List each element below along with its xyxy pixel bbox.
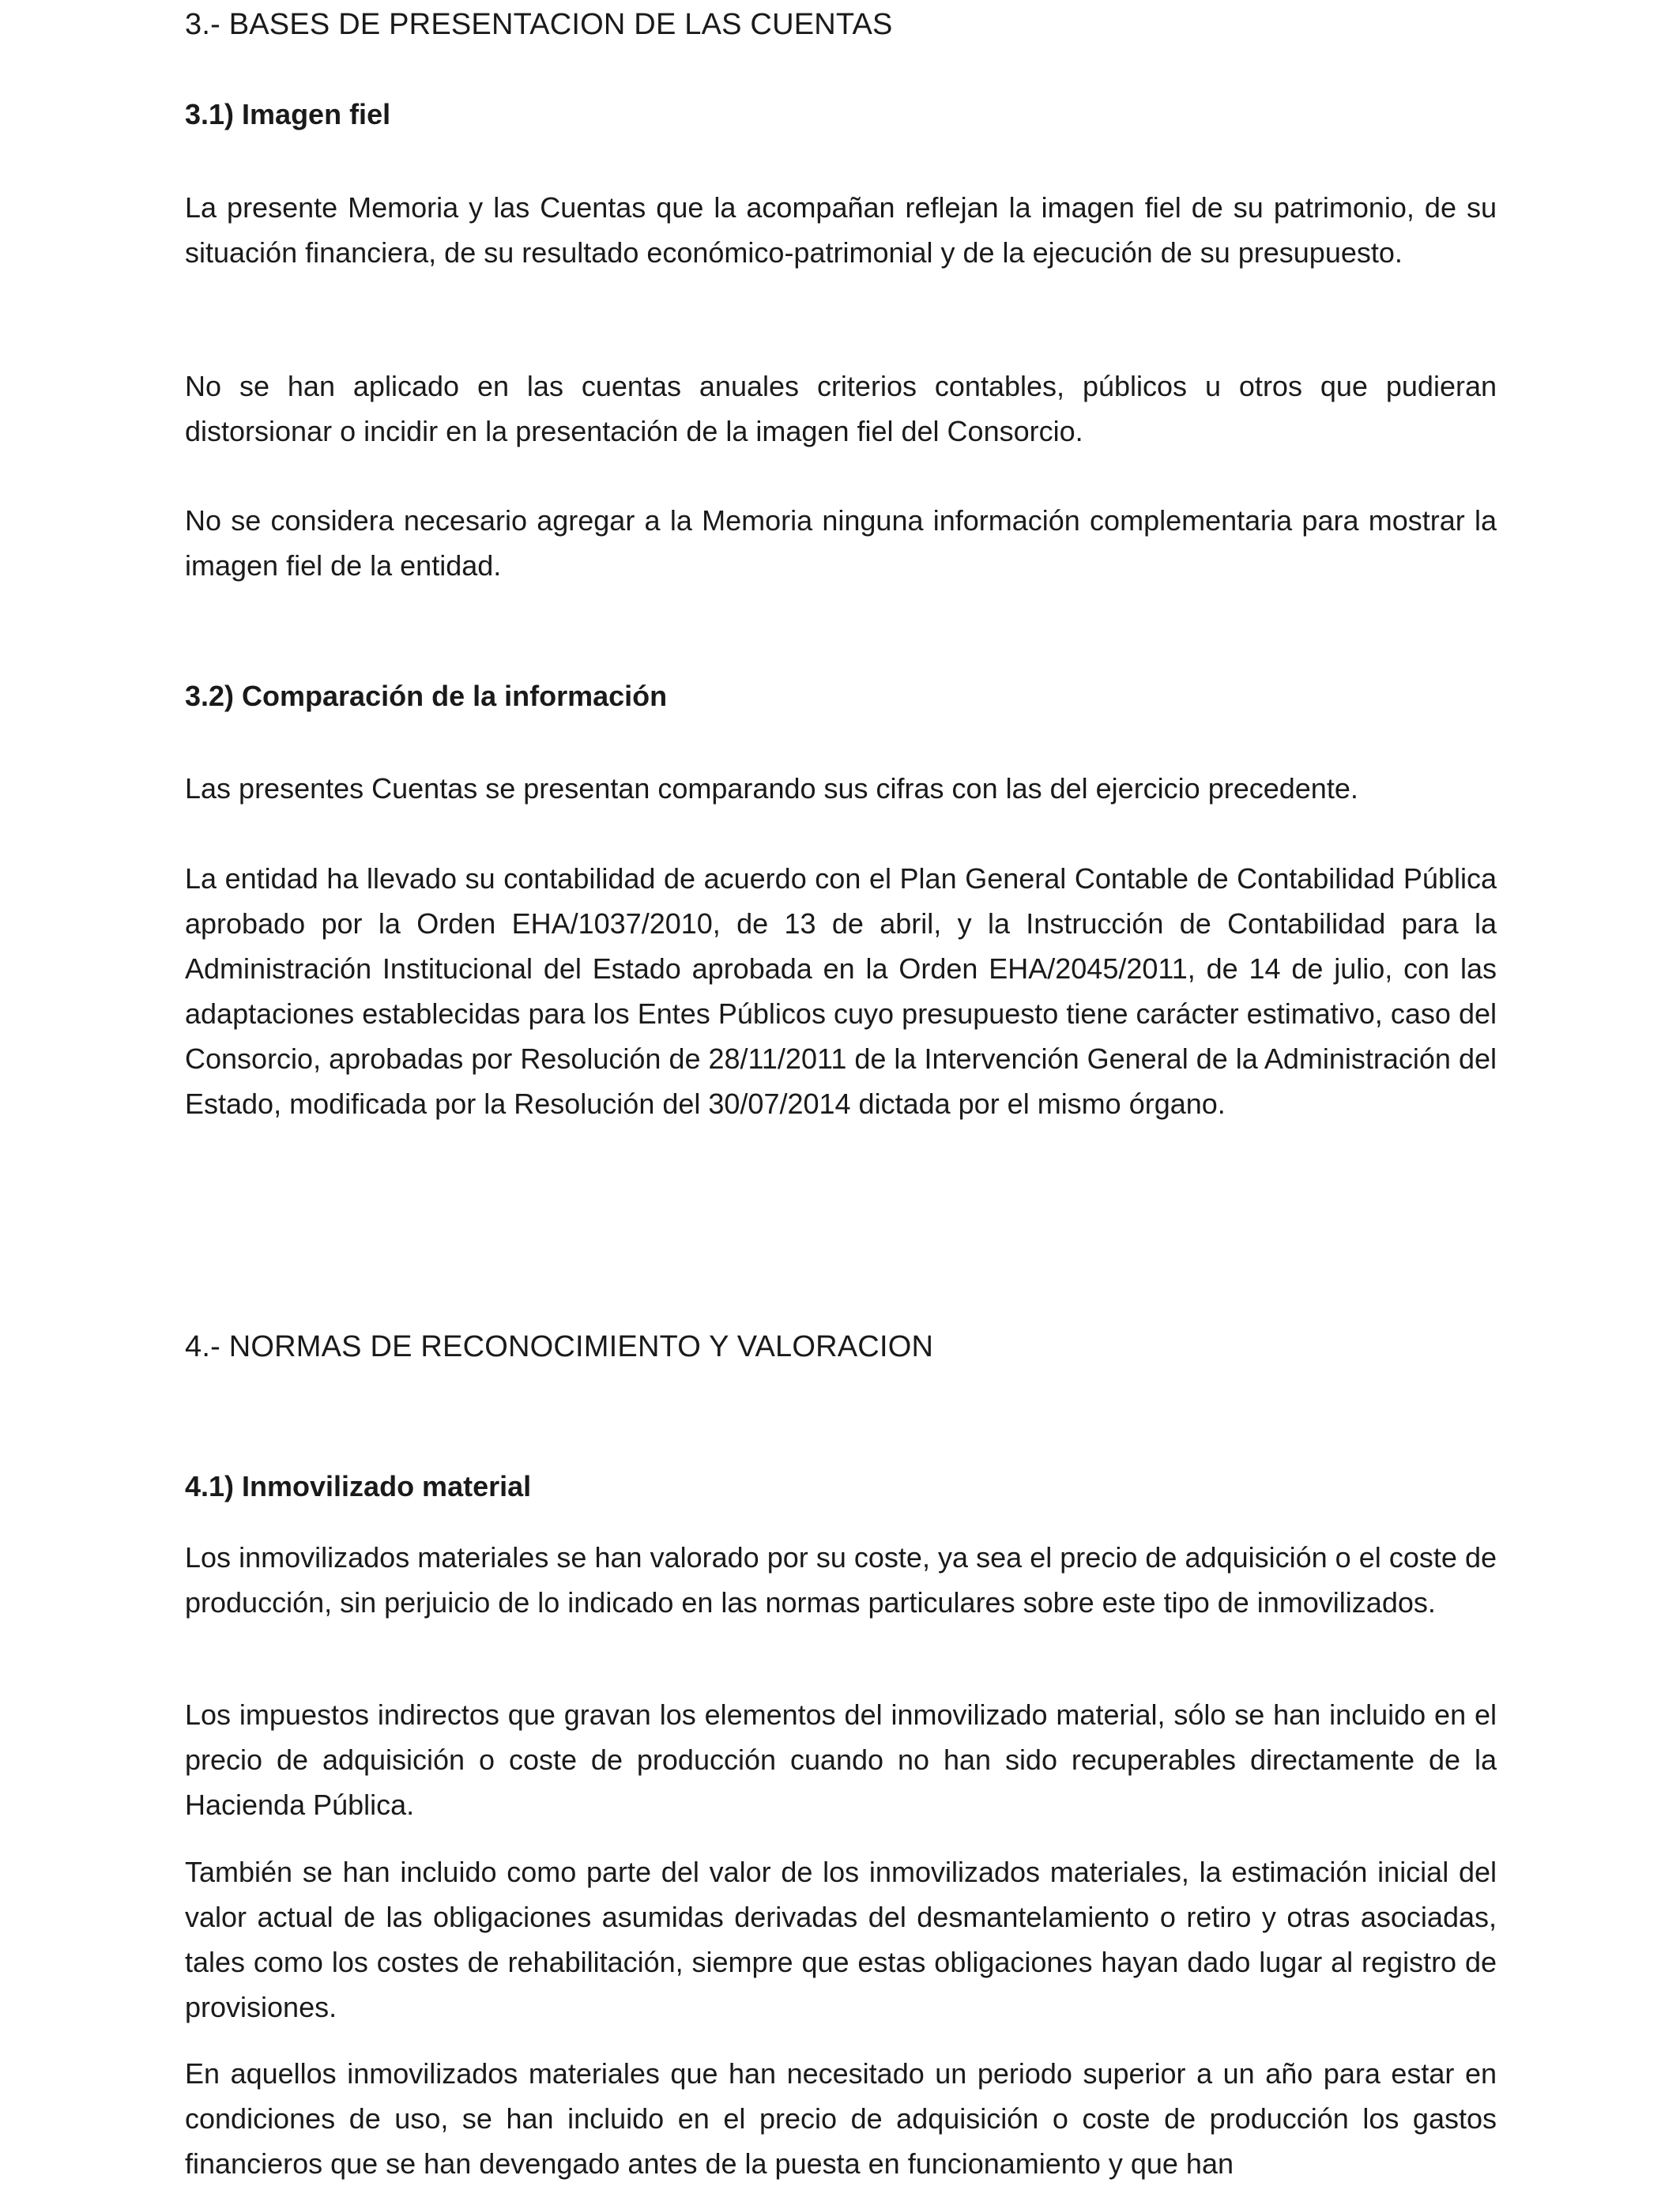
paragraph-4-1-c: También se han incluido como parte del valor de los inmovilizados materiales, la estimación inicial del valor actual de las obligaciones asumidas derivadas del desmantelamiento o retiro y otras asociadas, tales como los costes de rehabilitación, siempre que estas obligaciones hayan dado lugar al registro de provisiones. [185,1856,1497,2023]
section-4-title: 4.- NORMAS DE RECONOCIMIENTO Y VALORACION [185,1330,934,1363]
paragraph-4-1-a: Los inmovilizados materiales se han valorado por su coste, ya sea el precio de adquisición o el coste de producción, sin perjuicio de lo indicado en las normas particulares sobre este tipo de inmovilizados. [185,1541,1497,1619]
paragraph-4-1-d: En aquellos inmovilizados materiales que han necesitado un periodo superior a un año para estar en condiciones de uso, se han incluido en el precio de adquisición o coste de producción los gastos financieros que se han devengado antes de la puesta en funcionamiento y que han [185,2057,1497,2180]
subsection-3-1-title: 3.1) Imagen fiel [185,98,391,130]
subsection-4-1-title: 4.1) Inmovilizado material [185,1470,532,1502]
section-3-title: 3.- BASES DE PRESENTACION DE LAS CUENTAS [185,8,893,41]
paragraph-4-1-b: Los impuestos indirectos que gravan los elementos del inmovilizado material, sólo se han incluido en el precio de adquisición o coste de producción cuando no han sido recuperables directamente de la Hacienda Pública. [185,1698,1497,1821]
paragraph-3-2-b: La entidad ha llevado su contabilidad de acuerdo con el Plan General Contable de Contabilidad Pública aprobado por la Orden EHA/1037/2010, de 13 de abril, y la Instrucción de Contabilidad para la Administración Institucional del Estado aprobada en la Orden EHA/2045/2011, de 14 de julio, con las adaptaciones establecidas para los Entes Públicos cuyo presupuesto tiene carácter estimativo, caso del Consorcio, aprobadas por Resolución de 28/11/2011 de la Intervención General de la Administración del Estado, modificada por la Resolución del 30/07/2014 dictada por el mismo órgano. [185,862,1497,1120]
paragraph-3-1-a: La presente Memoria y las Cuentas que la acompañan reflejan la imagen fiel de su patrimonio, de su situación financiera, de su resultado económico-patrimonial y de la ejecución de su presupuesto. [185,191,1497,269]
paragraph-3-1-b: No se han aplicado en las cuentas anuales criterios contables, públicos u otros que pudieran distorsionar o incidir en la presentación de la imagen fiel del Consorcio. [185,370,1497,447]
paragraph-3-1-c: No se considera necesario agregar a la Memoria ninguna información complementaria para mostrar la imagen fiel de la entidad. [185,504,1497,582]
paragraph-3-2-a: Las presentes Cuentas se presentan comparando sus cifras con las del ejercicio precedente. [185,772,1358,805]
subsection-3-2-title: 3.2) Comparación de la información [185,680,668,712]
